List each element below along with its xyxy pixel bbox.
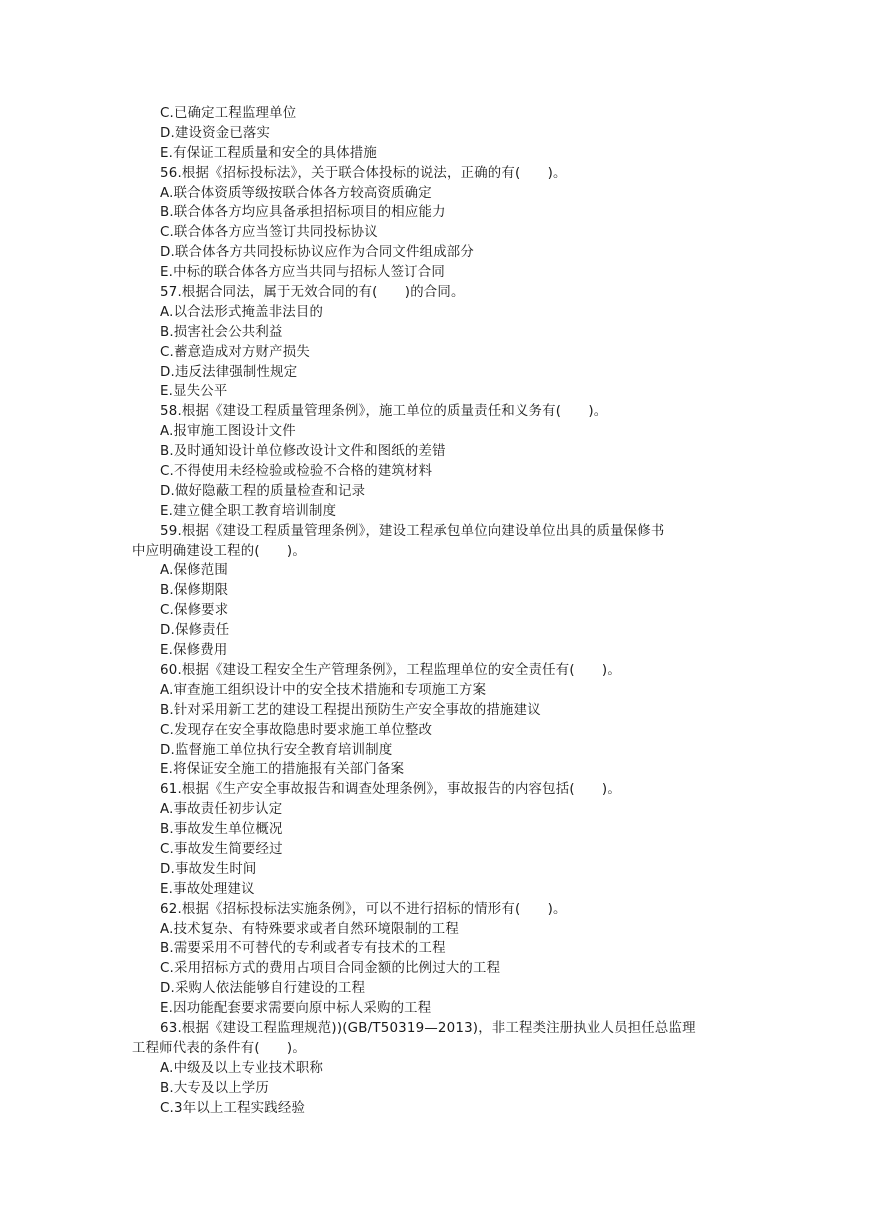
answer-option: C.发现存在安全事故隐患时要求施工单位整改 [160,722,433,738]
answer-option: C.不得使用未经检验或检验不合格的建筑材料 [160,464,433,480]
answer-option: A.审查施工组织设计中的安全技术措施和专项施工方案 [160,682,487,698]
answer-option: C.事故发生简要经过 [160,841,283,857]
answer-option: E.因功能配套要求需要向原中标人采购的工程 [160,1001,432,1017]
answer-option: B.针对采用新工艺的建设工程提出预防生产安全事故的措施建议 [160,702,541,718]
answer-option: B.大专及以上学历 [160,1080,269,1096]
answer-option: E.中标的联合体各方应当共同与招标人签订合同 [160,265,445,281]
answer-option: D.采购人依法能够自行建设的工程 [160,981,366,997]
answer-option: A.中级及以上专业技术职称 [160,1060,324,1076]
question-stem: 57.根据合同法，属于无效合同的有( )的合同。 [160,285,465,301]
answer-option: C.联合体各方应当签订共同投标协议 [160,225,378,241]
question-stem: 60.根据《建设工程安全生产管理条例》，工程监理单位的安全责任有( )。 [160,662,621,678]
answer-option: D.监督施工单位执行安全教育培训制度 [160,742,393,758]
answer-option: C.保修要求 [160,603,229,619]
question-stem: 63.根据《建设工程监理规范))(GB/T50319—2013)，非工程类注册执业人员担任总监理 [160,1020,696,1036]
question-stem: 59.根据《建设工程质量管理条例》，建设工程承包单位向建设单位出具的质量保修书 [160,523,665,539]
answer-option: B.事故发生单位概况 [160,822,283,838]
answer-option: E.建立健全职工教育培训制度 [160,503,337,519]
answer-option: B.保修期限 [160,583,229,599]
answer-option: D.联合体各方共同投标协议应作为合同文件组成部分 [160,245,474,261]
answer-option: D.违反法律强制性规定 [160,364,298,380]
answer-option: B.联合体各方均应具备承担招标项目的相应能力 [160,205,446,221]
question-stem-continuation: 工程师代表的条件有( )。 [132,1040,306,1056]
answer-option: C.3年以上工程实践经验 [160,1100,306,1116]
answer-option: E.事故处理建议 [160,881,255,897]
answer-option: E.将保证安全施工的措施报有关部门备案 [160,762,405,778]
question-stem: 62.根据《招标投标法实施条例》，可以不进行招标的情形有( )。 [160,901,567,917]
answer-option: D.建设资金已落实 [160,125,271,141]
answer-option: E.保修费用 [160,643,228,659]
question-stem-continuation: 中应明确建设工程的( )。 [132,543,306,559]
answer-option: A.保修范围 [160,563,228,579]
answer-option: E.有保证工程质量和安全的具体措施 [160,145,377,161]
answer-option: C.已确定工程监理单位 [160,106,297,121]
answer-option: C.蓄意造成对方财产损失 [160,344,310,360]
answer-option: A.报审施工图设计文件 [160,424,296,440]
answer-option: B.需要采用不可替代的专利或者专有技术的工程 [160,941,446,957]
question-stem: 58.根据《建设工程质量管理条例》，施工单位的质量责任和义务有( )。 [160,404,608,420]
answer-option: D.做好隐蔽工程的质量检查和记录 [160,483,366,499]
answer-option: A.联合体资质等级按联合体各方较高资质确定 [160,185,432,201]
answer-option: B.损害社会公共利益 [160,324,283,340]
answer-option: A.技术复杂、有特殊要求或者自然环境限制的工程 [160,921,459,937]
answer-option: D.保修责任 [160,623,230,639]
question-stem: 61.根据《生产安全事故报告和调查处理条例》，事故报告的内容包括( )。 [160,782,621,798]
question-stem: 56.根据《招标投标法》，关于联合体投标的说法，正确的有( )。 [160,165,567,181]
answer-option: A.以合法形式掩盖非法目的 [160,304,324,320]
answer-option: E.显失公平 [160,384,228,400]
question-list [132,104,742,1118]
answer-option: D.事故发生时间 [160,861,257,877]
answer-option: A.事故责任初步认定 [160,802,283,818]
answer-option: C.采用招标方式的费用占项目合同金额的比例过大的工程 [160,961,501,977]
answer-option: B.及时通知设计单位修改设计文件和图纸的差错 [160,444,446,460]
